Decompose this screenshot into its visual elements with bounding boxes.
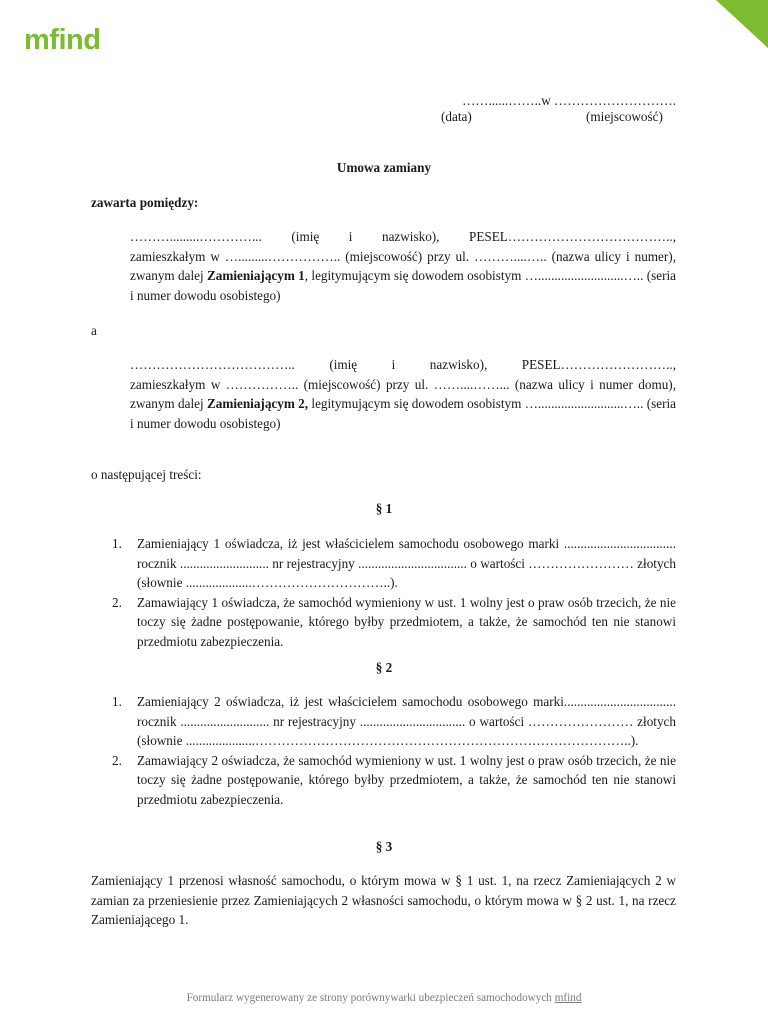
point-number: 1. (112, 536, 122, 551)
footer-mfind-link[interactable]: mfind (554, 992, 582, 1004)
document-title: Umowa zamiany (336, 160, 432, 175)
section-3-heading: § 3 (375, 839, 393, 854)
point-text: Zamieniający 1 oświadcza, iż jest właścicielem samochodu osobowego marki .................................. rocznik ........................... nr rejestracyjny ................................. o wartości …………………… złotych (słownie ....................…………………………..). (137, 536, 676, 590)
point-text: Zamieniający 2 oświadcza, iż jest właścicielem samochodu osobowego marki.................................. rocznik ........................... nr rejestracyjny ................................ o wartości …………………… złotych (słownie .....................…………………………………………………………………………..). (137, 694, 676, 748)
place-label: (miejscowość) (586, 109, 663, 124)
party-1-id: , legitymującym się dowodem osobistym …..........................….. (seria i numer dowodu osobistego) (130, 268, 676, 303)
place-date-line: ……......……..w ………………………. (462, 93, 676, 108)
point-number: 2. (112, 594, 122, 610)
between-label: zawarta pomiędzy: (91, 195, 199, 210)
party-1-block (130, 227, 676, 305)
point-text: Zamawiający 2 oświadcza, że samochód wymieniony w ust. 1 wolny jest o praw osób trzecich, że nie toczy się żadne postępowanie, którego byłby przedmiotem, a także, że samochód ten nie stanowi przedmiotu zabezpieczenia. (137, 752, 676, 807)
party-1-line1: ……….........…………... (imię i nazwisko), PESEL……………………………….., (130, 229, 676, 244)
intro-text: o następującej treści: (91, 467, 202, 482)
section-2-point-1 (110, 692, 676, 751)
party-2-address: zamieszkałym w …………….. (miejscowość) przy ul. ……....……... (nazwa ulicy i numer domu), zwanym dalej (130, 376, 676, 411)
party-2-block (130, 355, 676, 433)
point-number: 2. (112, 752, 122, 768)
party-1-address: zamieszkałym w ….........…………….. (miejscowość) przy ul. ………....….. (nazwa ulicy i numer), zwanym dalej (130, 248, 676, 283)
mfind-logo: mfind (24, 24, 101, 56)
point-number: 1. (112, 694, 122, 709)
party-2-line1: ……………………………….. (imię i nazwisko), PESEL…………………….., (130, 357, 676, 372)
section-2-point-2 (110, 751, 676, 810)
section-1-heading: § 1 (375, 501, 393, 516)
date-label: (data) (441, 109, 472, 124)
section-2-heading: § 2 (375, 660, 393, 675)
conjunction-a: a (91, 323, 97, 338)
section-1-point-1 (110, 534, 676, 593)
section-1-list (110, 534, 676, 651)
footer-note (0, 992, 768, 1004)
party-2-role: Zamieniającym 2, (206, 396, 309, 411)
section-3-text: Zamieniający 1 przenosi własność samochodu, o którym mowa w § 1 ust. 1, na rzecz Zamieniających 2 w zamian za przeniesienie przez Zamieniających 2 własności samochodu, o którym mowa w § 2 ust. 1, na rzecz Zamieniającego 1. (91, 873, 676, 927)
corner-triangle-decoration (716, 0, 768, 48)
section-1-point-2 (110, 593, 676, 652)
party-2-details (130, 375, 676, 434)
party-2-id: legitymującym się dowodem osobistym …..........................….. (seria i numer dowodu osobistego) (130, 396, 676, 431)
section-2-list (110, 692, 676, 809)
party-1-role: Zamieniającym 1 (206, 268, 305, 283)
party-1-details (130, 247, 676, 306)
point-text: Zamawiający 1 oświadcza, że samochód wymieniony w ust. 1 wolny jest o praw osób trzecich, że nie toczy się żadne postępowanie, którego byłby przedmiotem, a także, że samochód ten nie stanowi przedmiotu zabezpieczenia. (137, 594, 676, 649)
footer-text: Formularz wygenerowany ze strony porównywarki ubezpieczeń samochodowych (186, 992, 555, 1004)
